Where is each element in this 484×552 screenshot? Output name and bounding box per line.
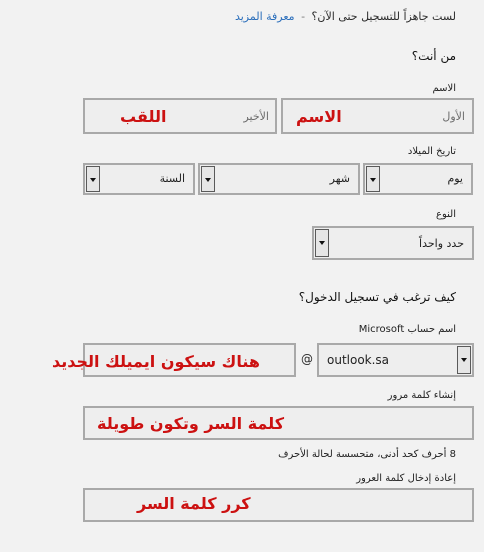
gender-select[interactable] [312,226,474,260]
last-name-placeholder: الأخير [243,110,269,123]
gender-value: حدد واحداً [419,237,464,250]
chevron-down-icon [86,166,100,192]
learn-more-link[interactable]: معرفة المزيد [234,10,295,23]
first-name-placeholder: الأول [442,110,465,123]
name-label: الاسم [432,83,456,94]
domain-value: outlook.sa [327,353,390,367]
birth-day-select[interactable] [363,163,473,195]
signup-later-text: لست جاهزاً للتسجيل حتى الآن؟ [311,10,456,23]
birthdate-label: تاريخ الميلاد [407,146,456,157]
chevron-down-icon [315,229,329,257]
birth-day-value: يوم [447,172,463,185]
password-annotation: كلمة السر وتكون طويلة [97,414,284,433]
last-name-annotation: اللقب [120,107,167,126]
top-prompt [235,10,456,23]
birth-month-select[interactable] [198,163,360,195]
birth-year-select[interactable] [83,163,195,195]
chevron-down-icon [201,166,215,192]
dash-separator: - [301,10,306,23]
password-label: إنشاء كلمة مرور [387,390,456,401]
birth-month-value: شهر [329,172,350,185]
confirm-password-annotation: كرر كلمة السر [137,494,251,513]
at-symbol: @ [301,352,313,366]
gender-label: النوع [436,209,456,220]
who-heading: من أنت؟ [411,49,456,63]
password-hint: 8 أحرف كحد أدنى، متحسسة لحالة الأحرف [278,449,456,460]
domain-select[interactable] [317,343,474,377]
chevron-down-icon [457,346,471,374]
account-name-label [359,324,456,335]
last-name-input[interactable] [83,98,277,134]
signin-heading: كيف ترغب في تسجيل الدخول؟ [298,290,456,304]
email-annotation: هناك سيكون ايميلك الجديد [52,352,260,371]
first-name-annotation: الاسم [296,107,342,126]
chevron-down-icon [366,166,380,192]
account-name-label-text: اسم حساب Microsoft [358,324,456,335]
birth-year-value: السنة [159,172,185,185]
confirm-password-label: إعادة إدخال كلمة العرور [356,473,456,484]
